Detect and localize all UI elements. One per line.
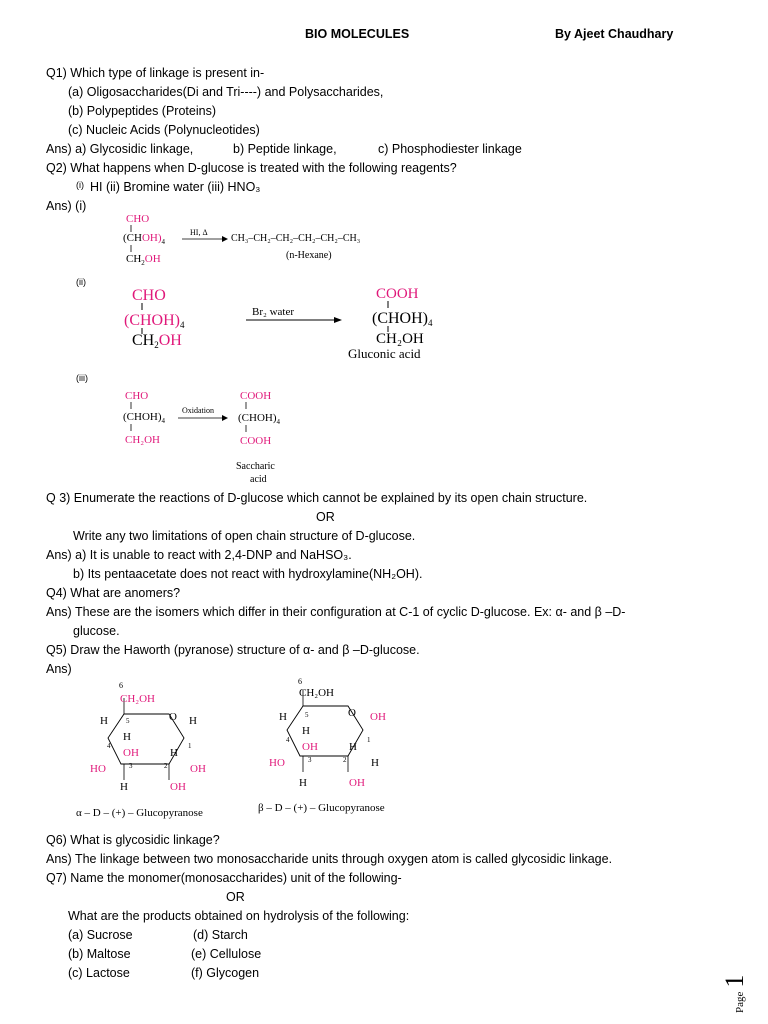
q1-item-c: (c) Nucleic Acids (Polynucleotides) (68, 123, 260, 137)
q1-question: Q1) Which type of linkage is present in- (46, 66, 265, 80)
alpha-h5: H (123, 731, 131, 743)
r2-arrowhead (334, 317, 342, 323)
r1-cho: CHO (126, 213, 150, 225)
alpha-h-left: H (100, 715, 108, 727)
alpha-c3: 3 (129, 762, 133, 770)
q3-answer-a: Ans) a) It is unable to react with 2,4-DNP and NaHSO₃. (46, 548, 352, 562)
q6-question: Q6) What is glycosidic linkage? (46, 833, 220, 847)
document-author: By Ajeet Chaudhary (555, 27, 674, 41)
reaction-iii-diagram (118, 385, 318, 485)
r2-cho: CHO (132, 287, 166, 304)
q6-answer: Ans) The linkage between two monosaccharide units through oxygen atom is called glycosidic linkage. (46, 852, 613, 866)
alpha-glucopyranose-diagram (76, 680, 256, 825)
r2-reagent: Br₂ water (252, 306, 295, 318)
beta-h5: H (302, 725, 310, 737)
r2-cooh: COOH (376, 286, 419, 302)
alpha-c4: 4 (107, 742, 111, 750)
document-title: BIO MOLECULES (305, 27, 410, 41)
label-ii: (ii) (76, 277, 86, 287)
q7-alt: What are the products obtained on hydrolysis of the following: (68, 909, 410, 923)
beta-ch2oh: CH₂OH (299, 687, 335, 699)
alpha-c5: 5 (126, 717, 130, 725)
r1-product-name: (n-Hexane) (286, 250, 332, 261)
alpha-ch2oh: CH₂OH (120, 693, 156, 705)
q1-item-a: (a) Oligosaccharides(Di and Tri----) and Polysaccharides, (68, 85, 384, 99)
r2-product-name: Gluconic acid (348, 346, 421, 361)
q1-answer-b: b) Peptide linkage, (233, 142, 337, 156)
r2-product-bottom: CH₂OH (376, 331, 424, 347)
q4-answer-line-2: glucose. (73, 624, 120, 638)
q1-answer-c: c) Phosphodiester linkage (378, 142, 522, 156)
r2-choh: (CHOH)4 (124, 312, 185, 330)
q7-item-e: (e) Cellulose (191, 947, 262, 961)
beta-o: O (348, 707, 356, 719)
beta-ho: HO (269, 757, 285, 769)
q7-item-f: (f) Glycogen (191, 966, 260, 980)
alpha-name: α – D – (+) – Glucopyranose (76, 807, 203, 819)
alpha-oh-bottom: OH (170, 781, 186, 793)
alpha-c2: 2 (164, 762, 168, 770)
beta-h-left: H (279, 711, 287, 723)
q4-answer-line-1: Ans) These are the isomers which differ in their configuration at C-1 of cyclic D-glucose. Ex: α- and β –D- (46, 605, 626, 619)
q7-item-c: (c) Lactose (68, 966, 130, 980)
alpha-oh-right: OH (190, 763, 206, 775)
alpha-o: O (169, 711, 177, 723)
page-word: Page (734, 991, 746, 1013)
r2-ch2oh: CH2OH (132, 332, 182, 350)
label-iii: (iii) (76, 373, 88, 383)
r1-reagent: HI, Δ (190, 228, 208, 237)
q5-question: Q5) Draw the Haworth (pyranose) structure of α- and β –D-glucose. (46, 643, 420, 657)
beta-h-mid: H (349, 741, 357, 753)
alpha-h3: H (120, 781, 128, 793)
r3-arrowhead (222, 415, 228, 421)
q3-or: OR (316, 510, 335, 524)
q3-answer-b: b) Its pentaacetate does not react with hydroxylamine(NH₂OH). (73, 567, 423, 581)
r3-cooh: COOH (240, 390, 272, 402)
reaction-i-diagram (118, 210, 408, 270)
r3-choh: $(CHOH)_4$ (123, 411, 165, 425)
beta-c3: 3 (308, 756, 312, 764)
q2-reagent-number: (i) (76, 180, 84, 190)
alpha-oh-mid: OH (123, 747, 139, 759)
alpha-c6: 6 (119, 681, 123, 690)
q1-answer-a: Ans) a) Glycosidic linkage, (46, 142, 194, 156)
q7-or: OR (226, 890, 245, 904)
r1-product: CH₃–CH₂–CH₂–CH₂–CH₂–CH₃ (231, 233, 361, 244)
beta-c6: 6 (298, 677, 302, 686)
q1-item-b: (b) Polypeptides (Proteins) (68, 104, 216, 118)
beta-glucopyranose-diagram (255, 672, 435, 817)
r3-cho: CHO (125, 390, 149, 402)
beta-c4: 4 (286, 736, 290, 744)
beta-c2: 2 (343, 756, 347, 764)
alpha-c1: 1 (188, 742, 192, 750)
beta-c1: 1 (367, 736, 371, 744)
r3-product-mid: $(CHOH)_4$ (238, 412, 280, 426)
reaction-ii-diagram (120, 282, 510, 362)
r3-ch2oh: CH₂OH (125, 434, 161, 446)
q7-question: Q7) Name the monomer(monosaccharides) unit of the following- (46, 871, 402, 885)
q7-item-d: (d) Starch (193, 928, 248, 942)
beta-c5: 5 (305, 711, 309, 719)
q3-question: Q 3) Enumerate the reactions of D-glucose which cannot be explained by its open chain structure. (46, 491, 588, 505)
r3-reagent: Oxidation (182, 406, 214, 415)
r3-cooh-2: COOH (240, 435, 272, 447)
r1-arrowhead (222, 236, 228, 242)
r1-ch2oh: $CH_2OH$ (126, 253, 161, 267)
q3-alt: Write any two limitations of open chain structure of D-glucose. (73, 529, 416, 543)
q7-item-b: (b) Maltose (68, 947, 131, 961)
beta-name: β – D – (+) – Glucopyranose (258, 802, 385, 814)
r2-product-mid: (CHOH)4 (372, 310, 433, 328)
beta-h-right: H (371, 757, 379, 769)
alpha-h-right: H (189, 715, 197, 727)
q5-answer-label: Ans) (46, 662, 72, 676)
q2-question: Q2) What happens when D-glucose is treated with the following reagents? (46, 161, 457, 175)
page-number-footer (720, 955, 764, 1015)
r3-product-name-1: Saccharic (236, 461, 275, 472)
q4-question: Q4) What are anomers? (46, 586, 181, 600)
beta-oh-bottom: OH (349, 777, 365, 789)
q7-item-a: (a) Sucrose (68, 928, 133, 942)
alpha-ho: HO (90, 763, 106, 775)
r3-product-name-2: acid (250, 474, 267, 485)
beta-oh-mid: OH (302, 741, 318, 753)
q2-answer-label: Ans) (i) (46, 199, 87, 213)
r1-choh: $(CHOH)_4$ (123, 232, 166, 246)
alpha-h-mid: H (170, 747, 178, 759)
q2-reagents: HI (ii) Bromine water (iii) HNO₃ (90, 180, 261, 194)
beta-h3: H (299, 777, 307, 789)
page-number: 1 (720, 974, 749, 988)
beta-oh-right: OH (370, 711, 386, 723)
